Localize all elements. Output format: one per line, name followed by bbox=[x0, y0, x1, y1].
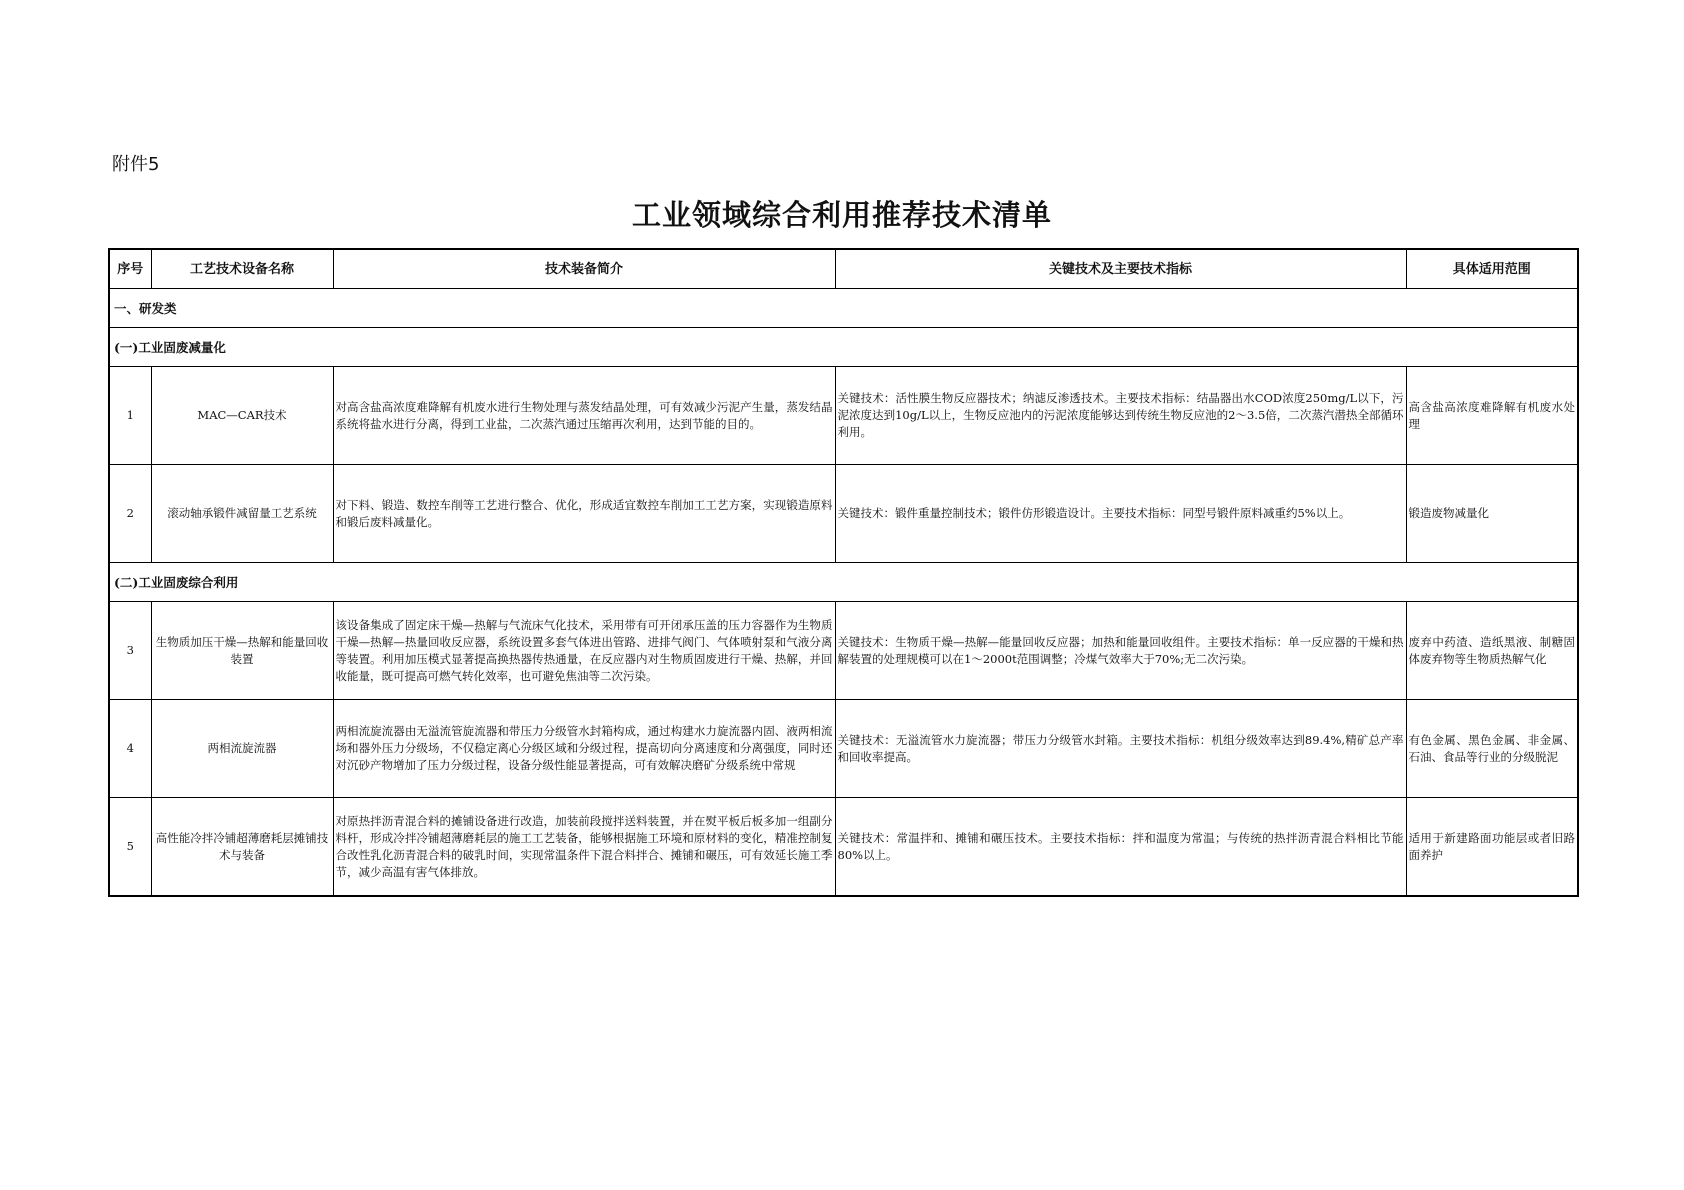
row-index: 4 bbox=[109, 700, 151, 798]
section-label: (一)工业固废减量化 bbox=[109, 328, 1578, 367]
table-header-row bbox=[109, 249, 1578, 289]
section-label: 一、研发类 bbox=[109, 289, 1578, 328]
row-scope: 锻造废物减量化 bbox=[1406, 465, 1578, 563]
row-key-tech: 关键技术：常温拌和、摊铺和碾压技术。主要技术指标：拌和温度为常温；与传统的热拌沥青混合料相比节能80%以上。 bbox=[835, 798, 1406, 897]
row-index: 1 bbox=[109, 367, 151, 465]
table-row bbox=[109, 367, 1578, 465]
section-row bbox=[109, 289, 1578, 328]
row-index: 2 bbox=[109, 465, 151, 563]
row-intro: 对下料、锻造、数控车削等工艺进行整合、优化，形成适宜数控车削加工工艺方案，实现锻造原料和锻后废料减量化。 bbox=[333, 465, 835, 563]
row-name: 两相流旋流器 bbox=[151, 700, 333, 798]
table-row bbox=[109, 465, 1578, 563]
attachment-label: 附件5 bbox=[112, 154, 160, 175]
row-scope: 废弃中药渣、造纸黑液、制糖固体废弃物等生物质热解气化 bbox=[1406, 602, 1578, 700]
row-scope: 有色金属、黑色金属、非金属、石油、食品等行业的分级脱泥 bbox=[1406, 700, 1578, 798]
row-name: 滚动轴承锻件减留量工艺系统 bbox=[151, 465, 333, 563]
row-key-tech: 关键技术：活性膜生物反应器技术；纳滤反渗透技术。主要技术指标：结晶器出水COD浓度250mg/L以下，污泥浓度达到10g/L以上，生物反应池内的污泥浓度能够达到传统生物反应池的2～3.5倍，二次蒸汽潜热全部循环利用。 bbox=[835, 367, 1406, 465]
section-row bbox=[109, 563, 1578, 602]
row-key-tech: 关键技术：生物质干燥—热解—能量回收反应器；加热和能量回收组件。主要技术指标：单一反应器的干燥和热解装置的处理规模可以在1～2000t范围调整；冷煤气效率大于70%;无二次污染。 bbox=[835, 602, 1406, 700]
header-intro: 技术装备简介 bbox=[333, 249, 835, 289]
header-key-tech: 关键技术及主要技术指标 bbox=[835, 249, 1406, 289]
row-name: MAC—CAR技术 bbox=[151, 367, 333, 465]
row-scope: 适用于新建路面功能层或者旧路面养护 bbox=[1406, 798, 1578, 897]
row-index: 3 bbox=[109, 602, 151, 700]
row-key-tech: 关键技术：无溢流管水力旋流器；带压力分级管水封箱。主要技术指标：机组分级效率达到89.4%,精矿总产率和回收率提高。 bbox=[835, 700, 1406, 798]
header-name: 工艺技术设备名称 bbox=[151, 249, 333, 289]
row-intro: 对原热拌沥青混合料的摊铺设备进行改造，加装前段搅拌送料装置，并在熨平板后板多加一组副分料杆，形成冷拌冷铺超薄磨耗层的施工工艺装备，能够根据施工环境和原材料的变化，精准控制复合改性乳化沥青混合料的破乳时间，实现常温条件下混合料拌合、摊铺和碾压，可有效延长施工季节，减少高温有害气体排放。 bbox=[333, 798, 835, 897]
table-row bbox=[109, 602, 1578, 700]
row-index: 5 bbox=[109, 798, 151, 897]
row-scope: 高含盐高浓度难降解有机废水处理 bbox=[1406, 367, 1578, 465]
row-intro: 该设备集成了固定床干燥—热解与气流床气化技术，采用带有可开闭承压盖的压力容器作为生物质干燥—热解—热量回收反应器，系统设置多套气体进出管路、进排气阀门、气体喷射泵和气液分离等装置。利用加压模式显著提高换热器传热通量，在反应器内对生物质固废进行干燥、热解，并回收能量，既可提高可燃气转化效率，也可避免焦油等二次污染。 bbox=[333, 602, 835, 700]
table-row bbox=[109, 700, 1578, 798]
row-key-tech: 关键技术：锻件重量控制技术；锻件仿形锻造设计。主要技术指标：同型号锻件原料减重约5%以上。 bbox=[835, 465, 1406, 563]
row-intro: 两相流旋流器由无溢流管旋流器和带压力分级管水封箱构成，通过构建水力旋流器内固、液两相流场和器外压力分级场，不仅稳定离心分级区域和分级过程，提高切向分离速度和分离强度，同时还对沉砂产物增加了压力分级过程，设备分级性能显著提高，可有效解决磨矿分级系统中常规 bbox=[333, 700, 835, 798]
technology-table bbox=[108, 248, 1579, 897]
row-name: 生物质加压干燥—热解和能量回收装置 bbox=[151, 602, 333, 700]
section-row bbox=[109, 328, 1578, 367]
header-scope: 具体适用范围 bbox=[1406, 249, 1578, 289]
section-label: (二)工业固废综合利用 bbox=[109, 563, 1578, 602]
row-intro: 对高含盐高浓度难降解有机废水进行生物处理与蒸发结晶处理，可有效减少污泥产生量，蒸发结晶系统将盐水进行分离，得到工业盐，二次蒸汽通过压缩再次利用，达到节能的目的。 bbox=[333, 367, 835, 465]
table-row bbox=[109, 798, 1578, 897]
header-index: 序号 bbox=[109, 249, 151, 289]
page-title: 工业领域综合利用推荐技术清单 bbox=[631, 198, 1052, 232]
row-name: 高性能冷拌冷铺超薄磨耗层摊铺技术与装备 bbox=[151, 798, 333, 897]
